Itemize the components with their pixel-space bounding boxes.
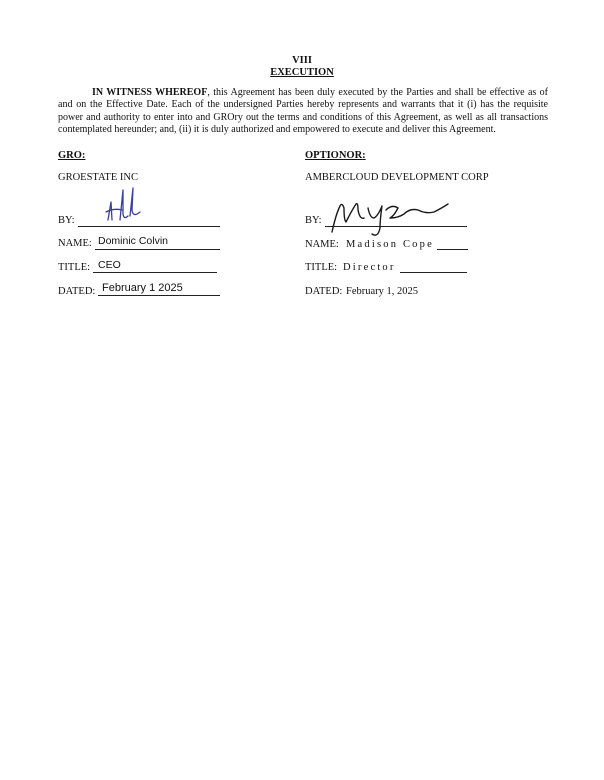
left-dated-label: DATED: — [58, 286, 96, 297]
right-company-name: AMBERCLOUD DEVELOPMENT CORP — [305, 172, 489, 183]
right-party-heading: OPTIONOR: — [305, 150, 366, 161]
left-by-label: BY: — [58, 215, 75, 226]
section-number: VIII — [292, 55, 312, 66]
left-title-line — [93, 272, 217, 273]
left-party-label: GRO — [58, 150, 82, 161]
section-title: EXECUTION — [270, 67, 334, 78]
right-title-value: Director — [343, 262, 396, 273]
left-title-value: CEO — [98, 259, 121, 271]
left-name-value: Dominic Colvin — [98, 235, 169, 247]
right-name-line — [437, 249, 468, 250]
right-title-label: TITLE: — [305, 262, 338, 273]
left-by-line — [78, 226, 220, 227]
right-name-label: NAME: — [305, 239, 339, 250]
left-name-label: NAME: — [58, 238, 92, 249]
left-signature — [102, 186, 148, 228]
left-dated-line — [98, 295, 220, 296]
right-title-line — [400, 272, 467, 273]
right-by-label: BY: — [305, 215, 322, 226]
right-party-label: OPTIONOR — [305, 150, 363, 161]
left-name-line — [95, 249, 220, 250]
paragraph-text: , this Agreement has been duly executed by the Parties and shall be effective as of and on the Effective Date. Each of the undersigned Parties hereby represents and warrants that it (i) has the requisite power and authority to enter into and GROry out the terms and conditions of this Agreement, as well as all transactions contemplated hereunder; and, (ii) it is duly authorized and empowered to execute and deliver this Agreement. — [58, 87, 548, 135]
right-dated-value: February 1, 2025 — [346, 286, 419, 297]
right-dated-label: DATED: — [305, 286, 343, 297]
right-signature — [322, 196, 462, 240]
left-dated-value: February 1 2025 — [102, 282, 183, 294]
left-party-heading: GRO: — [58, 150, 86, 161]
left-company-name: GROESTATE INC — [58, 172, 138, 183]
execution-paragraph — [58, 87, 548, 136]
left-title-label: TITLE: — [58, 262, 91, 273]
right-name-value: Madison Cope — [346, 239, 434, 250]
witness-lead: IN WITNESS WHEREOF — [92, 87, 208, 98]
